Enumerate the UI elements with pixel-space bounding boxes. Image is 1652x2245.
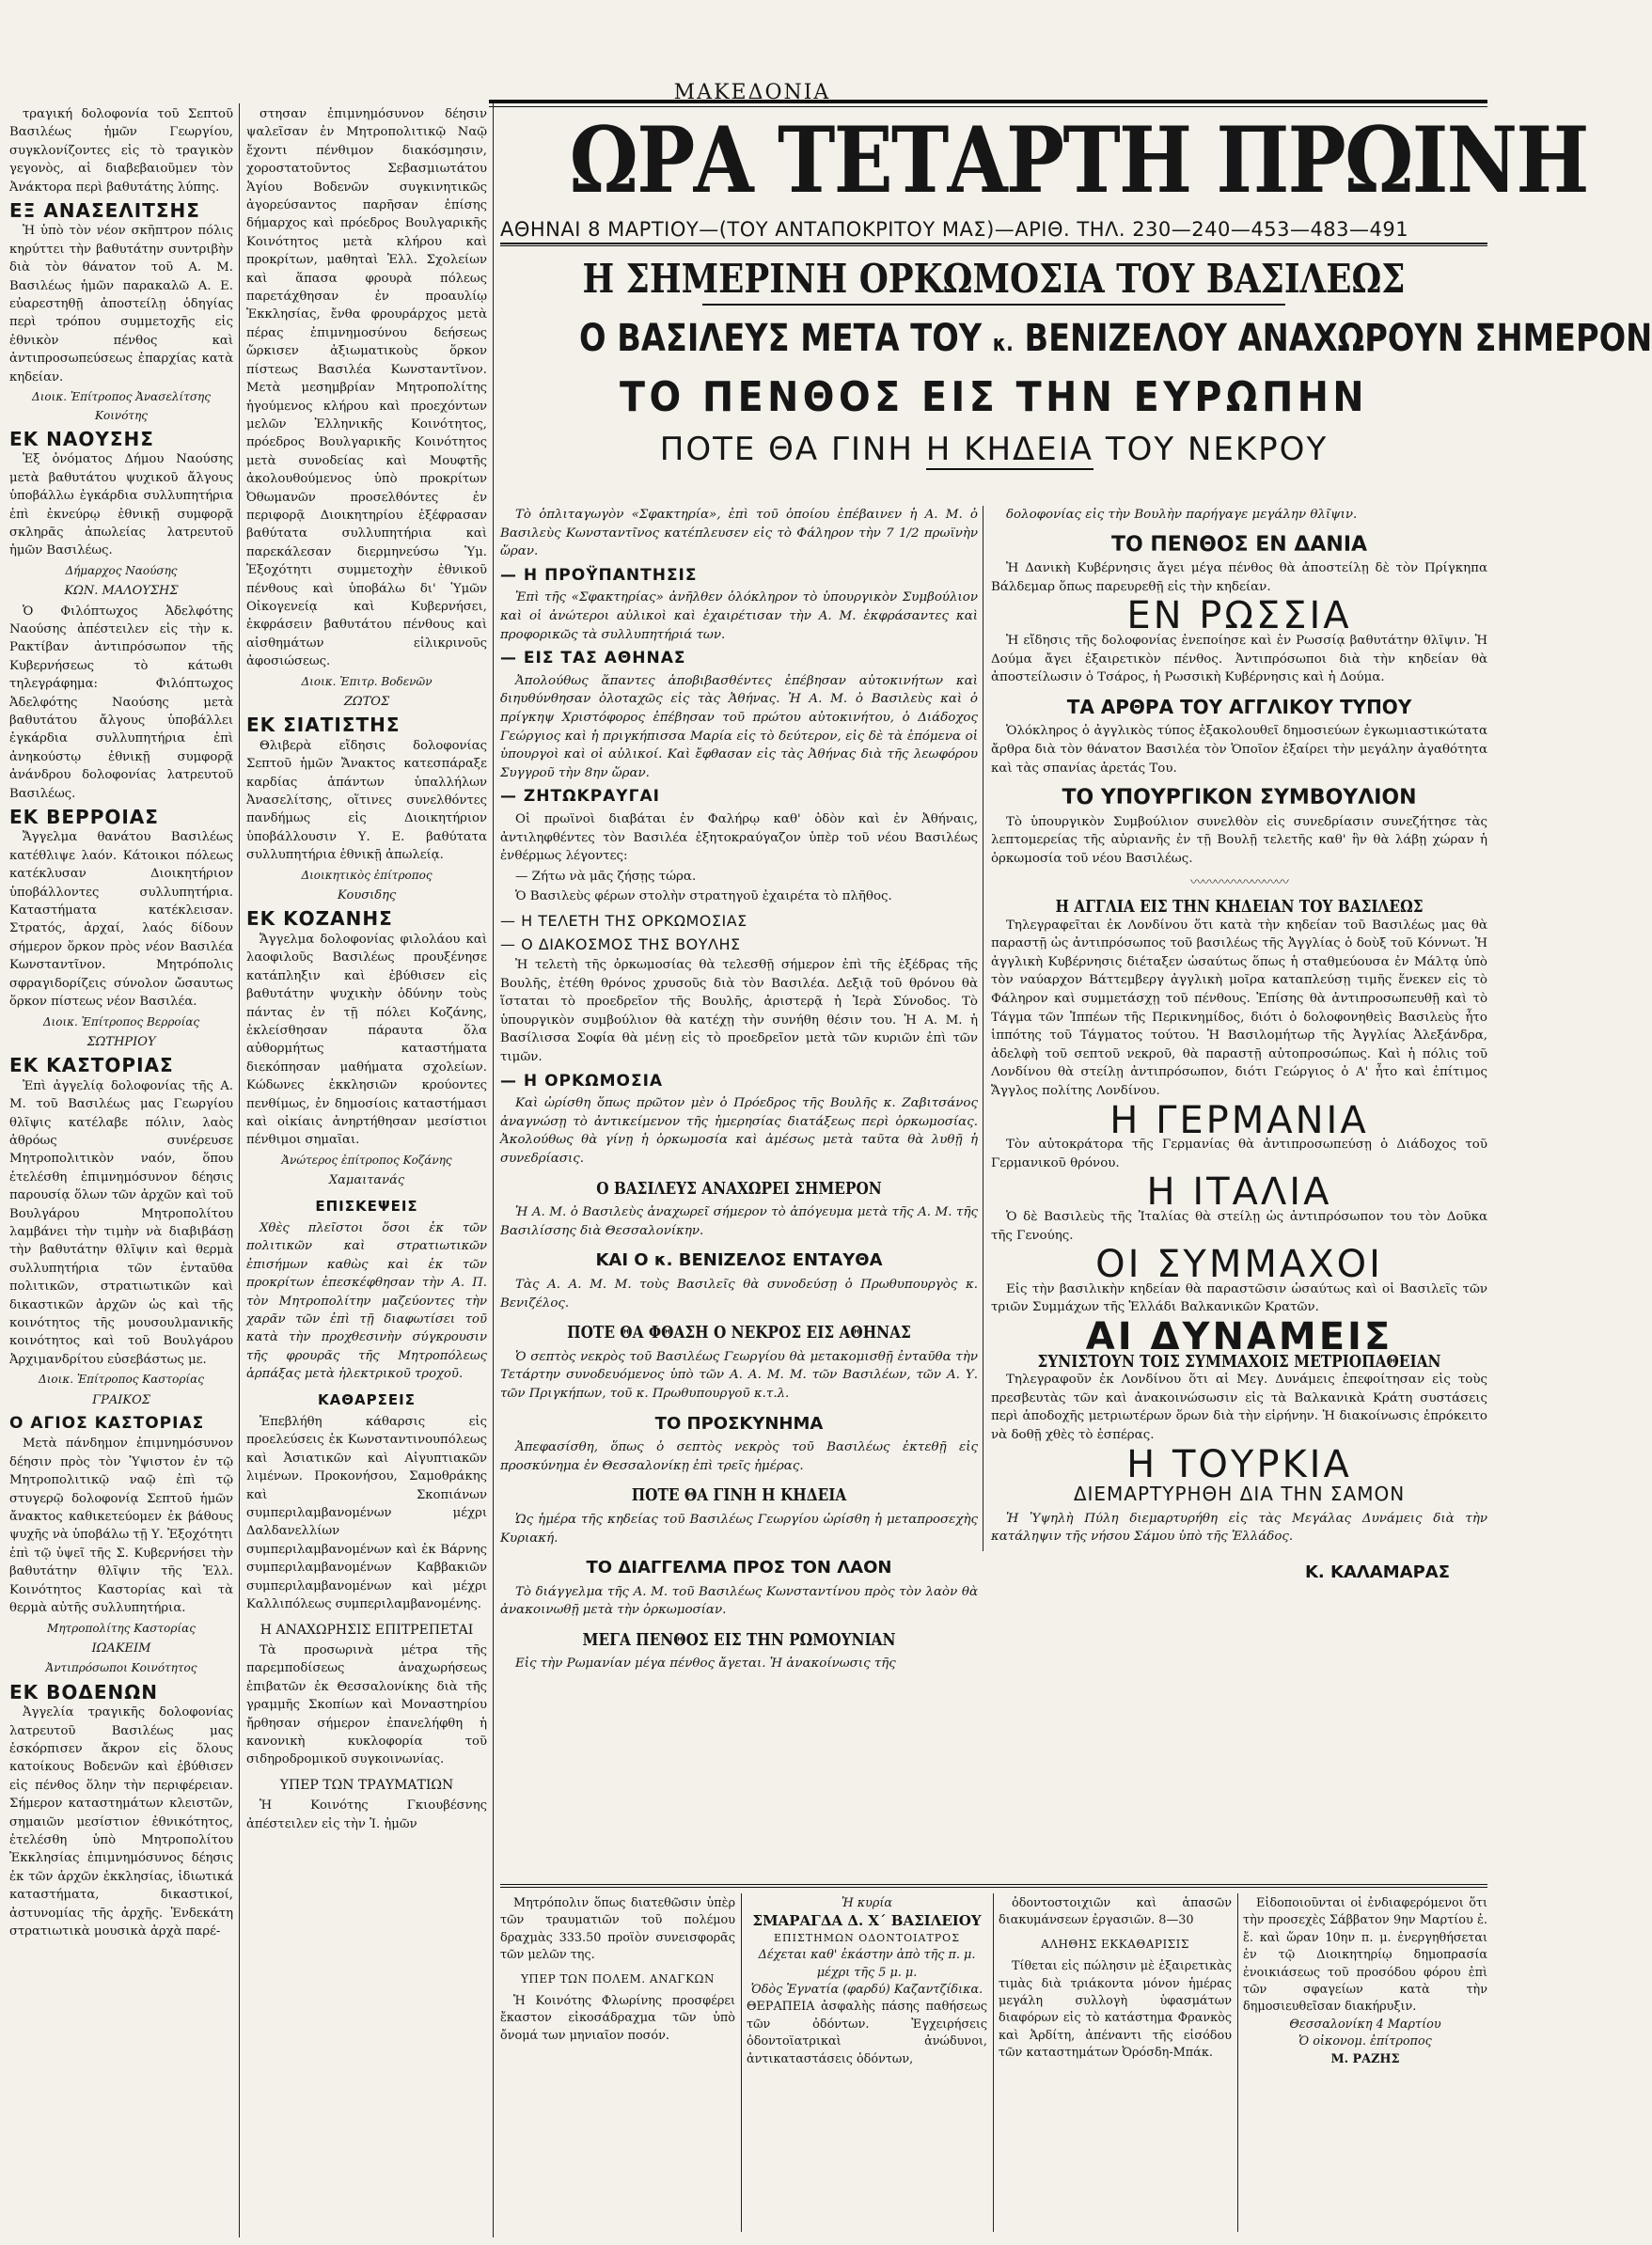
paragraph: Χθὲς πλεῖστοι ὅσοι ἐκ τῶν πολιτικῶν καὶ στρατιωτικῶν ἐπισήμων καθὼς καὶ ἐκ τῶν προκρίτων ἐπεσκέφθησαν τὴν Α. Π. τὸν Μητροπολίτην μαζεύοντες τὴν χαρᾶν τῶν ἐπὶ τῇ διαφωτίσει τοῦ κατὰ τὴν προχθεσινὴν σύγκρουσιν τῆς φρουρᾶς τῆς Μητροπόλεως ἁρπάξας μετὰ ἠλεκτρικοῦ τροχοῦ. [246,1220,487,1382]
paragraph: Τὰ προσωρινὰ μέτρα τῆς παρεμποδίσεως ἀναχωρήσεως ἐπιβατῶν ἐκ Θεσσαλονίκης διὰ τῆς γραμμῆς Σκοπίων καὶ Μοναστηρίου ἤρθησαν σήμερον ἐπανελήφθη ἡ κανονικὴ κυκλοφορία τοῦ σιδηροδρομικοῦ συγκοινωνίας. [246,1642,487,1767]
subheading: ΤΟ ΠΕΝΘΟΣ ΕΝ ΔΑΝΙΑ [1110,532,1368,557]
paragraph: Ἡ Κοινότης Φλωρίνης προσφέρει ἔκαστον εἰκοσάδραχμα τῶν ὑπὸ ὄνομά των μηνιαῖον ποσόν. [500,1994,735,2043]
signer: ΓΡΑΙΚΟΣ [92,1392,150,1407]
subheading: Η ΤΟΥΡΚΙΑ [1126,1442,1352,1486]
subheading: Η ΙΤΑΛΙΑ [1146,1170,1332,1215]
funeral-headline-part: ΠΟΤΕ ΘΑ ΓΙΝΗ [659,431,914,468]
paragraph: Τὸ διάγγελμα τῆς Α. Μ. τοῦ Βασιλέως Κωνσταντίνου πρὸς τὸν λαὸν θὰ ἀνακοινωθῇ μετὰ τὴν ὁρκωμοσίαν. [500,1584,978,1618]
paragraph: Τίθεται εἰς πώλησιν μὲ ἐξαιρετικὰς τιμὰς διὰ τριάκοντα μόνον ἡμέρας μεγάλη συλλογὴ ὑφασμάτων διαφόρων εἰς τὸ κατάστημα Φρανκὸς καὶ Ἀρδίτη, ἀπέναντι τῆς εἰσόδου τῶν καταστημάτων Ὀρόσδη-Μπάκ. [999,1959,1232,2061]
oath-headline: Η ΣΗΜΕΡΙΝΗ ΟΡΚΩΜΟΣΙΑ ΤΟΥ ΒΑΣΙΛΕΩΣ [582,256,1406,302]
column-divider [1237,1893,1238,2232]
paragraph: Ἐξ ὀνόματος Δήμου Ναούσης μετὰ βαθυτάτου ψυχικοῦ ἄλγους ὑποβάλλω ἐγκάρδια συλλυπητήρια ἐπὶ ἐκνεύρῳ ἐθνικῇ συμφορᾷ σκληρᾶς ἀπωλείας λατρευτοῦ ἡμῶν Βασιλέως. [9,452,233,558]
dateline: ΑΘΗΝΑΙ 8 ΜΑΡΤΙΟΥ—(ΤΟΥ ΑΝΤΑΠΟΚΡΙΤΟΥ ΜΑΣ)—ΑΡΙΘ. ΤΗΛ. 230—240—453—483—491 [500,218,1409,241]
subheading: — ΕΙΣ ΤΑΣ ΑΘΗΝΑΣ [500,649,686,668]
paragraph: Ἡ Κοινότης Γκιουβέσνης ἀπέστειλεν εἰς τὴν Ἰ. ἡμῶν [246,1798,487,1831]
subheading: ΕΝ ΡΩΣΣΙΑ [1126,594,1352,638]
paragraph: Μετὰ πάνδημον ἐπιμνημόσυνον δέησιν πρὸς τὸν Ὑψιστον ἐν τῷ Μητροπολιτικῷ ναῷ ἐπὶ τῷ στυγερῷ δολοφονίᾳ Σεπτοῦ ἡμῶν ἄνακτος καθικετεύομεν ἐκ βάθους ψυχῆς νὰ ὑποβάλω τῇ Υ. Ἐξοχότητι ἐπὶ τῷ ὑψεῖ τῆς Σ. Κυβερνήσει τὴν βαθυτάτην θλῖψιν τῆς Ἑλλ. Κοινότητος Καστορίας καὶ τὰ θερμὰ αὐτῆς συλλυπητήρια. [9,1436,233,1616]
section-heading: Η ΑΝΑΧΩΡΗΣΙΣ ΕΠΙΤΡΕΠΕΤΑΙ [260,1622,474,1638]
classified-3 [999,1895,1232,2063]
paragraph: Ἡ Ὑψηλὴ Πύλη διεμαρτυρήθη εἰς τὰς Μεγάλας Δυνάμεις διὰ τὴν κατάληψιν τῆς νήσου Σάμου ὑπὸ τῆς Ἑλλάδος. [991,1511,1487,1545]
paragraph: Ἄγγελμα δολοφονίας φιλολάου καὶ λαοφιλοῦς Βασιλέως προυξένησε κατάπληξιν καὶ ἐβύθισεν εἰς βαθυτάτην ψυχικὴν ὀδύνην τοὺς πάντας ἐν τῇ πόλει Κοζάνης, ἐκλείσθησαν πάραυτα ὅλα αὐθορμήτως καταστήματα διεκόπησαν μαθήματα σχολείων. Κώδωνες ἐκκλησιῶν κρούοντες πενθίμως, ἐν δημοσίοις καταστήμασι καὶ οἰκίαις ἀνηρτήθησαν μεσίστιοι πένθιμοι σημαῖαι. [246,932,487,1148]
paragraph: Ἐπεβλήθη κάθαρσις εἰς προελεύσεις ἐκ Κωνσταντινουπόλεως καὶ Ἀσιατικῶν καὶ Αἰγυπτιακῶν λιμένων. Προκονήσου, Σαμοθράκης καὶ Σκοπιάνων συμπεριλαμβανομένων μέχρι Δαλδανελλίων συμπεριλαμβανομένων καὶ ἐκ Βάρνης συμπεριλαμβανομένων Καββακιῶν συμπεριλαμβανομένων καὶ μέχρι Καλλιπόλεως συμπεριλαμβανομένης. [246,1415,487,1612]
section-heading: ΕΠΙΣΚΕΨΕΙΣ [315,1197,418,1215]
subheading: ΣΥΝΙΣΤΟΥΝ ΤΟΙΣ ΣΥΜΜΑΧΟΙΣ ΜΕΤΡΙΟΠΑΘΕΙΑΝ [1037,1351,1441,1372]
section-heading: ΕΞ ΑΝΑΣΕΛΙΤΣΗΣ [9,199,200,223]
paragraph: Ἀπεφασίσθη, ὅπως ὁ σεπτὸς νεκρὸς τοῦ Βασιλέως ἐκτεθῇ εἰς προσκύνημα ἐν Θεσσαλονίκῃ ἐπὶ τρεῖς ἡμέρας. [500,1440,978,1473]
subheading: ΑΛΗΘΗΣ ΕΚΚΑΘΑΡΙΣΙΣ [1041,1937,1189,1951]
signature: Διοικ. Ἐπιτρ. Βοδενῶν [301,674,433,688]
signature: Διοικ. Ἐπίτροπος Ἀνασελίτσης Κοινότης [32,390,211,422]
subheading: ΠΟΤΕ ΘΑ ΦΘΑΣΗ Ο ΝΕΚΡΟΣ ΕΙΣ ΑΘΗΝΑΣ [567,1323,911,1343]
king-headline-abbrev: κ. [992,330,1014,356]
king-headline [579,317,1652,360]
paragraph: Καὶ ὡρίσθη ὅπως πρῶτον μὲν ὁ Πρόεδρος τῆς Βουλῆς κ. Ζαβιτσάνος ἀναγνώσῃ τὸ ἀντικείμενον τῆς ἡμερησίας διατάξεως περὶ ὁρκωμοσίας. Ἀκολούθως θὰ γίνῃ ἡ ὁρκωμοσία καὶ ἀμέσως μετὰ ταῦτα θὰ λυθῇ ἡ συνεδρίασις. [500,1096,978,1166]
signature: Ἀνώτερος ἐπίτροπος Κοζάνης [281,1153,452,1167]
subheading: ΥΠΕΡ ΤΩΝ ΠΟΛΕΜ. ΑΝΑΓΚΩΝ [520,1971,716,1986]
section-heading: ΕΚ ΣΙΑΤΙΣΤΗΣ [246,714,401,737]
paragraph: — Ζήτω νὰ μᾶς ζήσῃς τώρα. [515,869,697,884]
paragraph: Ἀγγελία τραγικῆς δολοφονίας λατρευτοῦ Βασιλέως μας ἐσκόρπισεν ἄκρον εἰς ὅλους κατοίκους Βοδενῶν καὶ ἐβύθισεν εἰς πένθος ὅλην τὴν περιφέρειαν. Σήμερον καταστημάτων κλειστῶν, σημαιῶν μεσίστιον ἐθνικότητος, ἐτελέσθη ὑπὸ Μητροπολίτου Ἐκκλησίας ἐπιμνημόσυνος δέησις ἐκ τῶν ἀρχῶν ἐκκλησίας, ἰδιωτικά καταστήματα, δικαστικοί, ἀστυνομίας τῆς ἀρχῆς. Ἐνδεκάτη στρατιωτικὰ μουσικὰ ἀρχὰ παρέ- [9,1705,233,1939]
classified-4 [1243,1895,1487,2068]
ad-line: Ἡ κυρία [841,1896,893,1910]
headline-underline [702,304,1285,306]
section-heading: ΕΚ ΒΕΡΡΟΙΑΣ [9,806,159,829]
paragraph: Ὁ Φιλόπτωχος Ἀδελφότης Ναούσης ἀπέστειλεν εἰς τὴν κ. Ρακτίβαν ἀντιπρόσωπον τῆς Κυβερνήσεως τὸ κάτωθι τηλεγράφημα: Φιλόπτωχος Ἀδελφότης Ναούσης μετὰ βαθυτάτου ἄλγους ὑποβάλλει ἐγκάρδια συλλυπητήρια ἐπὶ ἀνηκούστῳ ἐθνικῇ συμφορᾷ ἀνάνδρου δολοφονίας λατρευτοῦ Βασιλέως. [9,604,233,801]
section-heading: ΕΚ ΒΟΔΕΝΩΝ [9,1680,158,1703]
paragraph: Ἡ Δανικὴ Κυβέρνησις ἄγει μέγα πένθος θὰ ἀποστείλῃ δὲ τὸν Πρίγκηπα Βάλδεμαρ ὅπως παρευρεθῇ εἰς τὴν κηδείαν. [991,561,1487,594]
subheading: — Η ΟΡΚΩΜΟΣΙΑ [500,1071,664,1091]
signer: Κουσιδης [337,888,397,903]
column-1 [9,105,233,2236]
signature: Δήμαρχος Ναούσης [65,563,178,577]
paragraph: Τὸν αὐτοκράτορα τῆς Γερμανίας θὰ ἀντιπροσωπεύσῃ ὁ Διάδοχος τοῦ Γερμανικοῦ θρόνου. [991,1138,1487,1170]
subheading: — Η ΤΕΛΕΤΗ ΤΗΣ ΟΡΚΩΜΟΣΙΑΣ [500,911,747,930]
funeral-headline [500,431,1487,468]
paragraph: Ὁλόκληρος ὁ ἀγγλικὸς τύπος ἐξακολουθεῖ δημοσιεύων ἐγκωμιαστικώτατα ἄρθρα διὰ τὸν θάνατον Βασιλέα τὸν Ὁποῖον ἐξαίρει τὴν μεγάλην ἀγαθότητα καὶ τὰς σπανίας ἀρετάς Του. [991,724,1487,776]
paragraph: Οἱ πρωϊνοὶ διαβάται ἐν Φαλήρῳ καθ' ὁδὸν καὶ ἐν Ἀθήναις, ἀντιληφθέντες τὸν Βασιλέα ἐξητοκραύγαζον ὑπὲρ τοῦ νέου Βασιλέως ἐνθέρμως λέγοντες: [500,811,978,864]
paragraph: ὀδοντοστοιχιῶν καὶ ἁπασῶν διακυμάνσεων ἐργασιῶν. 8—30 [999,1896,1232,1928]
paragraph: Ὁ σεπτὸς νεκρὸς τοῦ Βασιλέως Γεωργίου θὰ μετακομισθῇ ἐνταῦθα τὴν Τετάρτην συνοδευόμενος ὑπὸ τῶν Α. Α. Μ. Μ. τῶν Βασιλέων, τῶν Α. Υ. τῶν Πριγκήπων, τοῦ κ. Πρωθυπουργοῦ κ.τ.λ. [500,1349,978,1401]
paragraph: Εἰς τὴν Ρωμανίαν μέγα πένθος ἄγεται. Ἡ ἀνακοίνωσις τῆς [515,1656,896,1672]
paragraph: Θλιβερὰ εἴδησις δολοφονίας Σεπτοῦ ἡμῶν Ἄνακτος κατεσπάραξε καρδίας ἁπάντων ὑπαλλήλων Ἀνασελίτσης, οἵτινες συνελθόντες πανδήμως εἰς Διοικητήριον ὑποβάλλουσιν Υ. Ε. βαθύτατα συλλυπητήρια ἐθνικῇ ἀπωλείᾳ. [246,738,487,863]
paragraph: Ἡ ὑπὸ τὸν νέον σκῆπτρον πόλις κηρύττει τὴν βαθυτάτην συντριβὴν διὰ τὸν θάνατον τοῦ Α. Μ. Βασιλέως ἡμῶν παρακαλῶ Α. Ε. εὐαρεστηθῇ ἀποστείλῃ ὁδηγίας περὶ τρόπου συμμετοχῆς εἰς ἐθνικὸν πένθος καὶ ἀντιπροσωπεύσεως ἐπαρχίας κατὰ κηδείαν. [9,224,233,385]
signer: ΚΩΝ. ΜΑΛΟΥΣΗΣ [64,584,179,599]
classified-dentist-ad [747,1895,987,2068]
paragraph: Ἄγγελμα θανάτου Βασιλέως κατέθλιψε λαόν. Κάτοικοι πόλεως κατέκλυσαν Διοικητήριον ὑποβάλλοντες συλλυπητήρια. Καταστήματα κατέκλεισαν. Στρατός, ἀρχαί, λαός δίδουν σήμερον ὅρκον πρὸς νέον Βασιλέα Κωνσταντῖνον. Μητρόπολις σφραγιδορίζεις σύνολον ὤσαυτως ὅρκον πίστεως νέον Βασιλέα. [9,830,233,1010]
header-rule [489,100,1487,107]
subheading: — Ο ΔΙΑΚΟΣΜΟΣ ΤΗΣ ΒΟΥΛΗΣ [500,935,741,954]
subheading: ΚΑΙ Ο κ. ΒΕΝΙΖΕΛΟΣ ΕΝΤΑΥΘΑ [595,1250,883,1271]
section-heading: ΥΠΕΡ ΤΩΝ ΤΡΑΥΜΑΤΙΩΝ [279,1777,454,1793]
signer: ΖΩΤΟΣ [343,695,390,709]
ad-line: ΘΕΡΑΠΕΙΑ ἀσφαλὴς πάσης παθήσεως τῶν ὀδόντων. Ἐγχειρήσεις ὀδοντοϊατρικαὶ ἀνώδυνοι, ἀντικαταστάσεις ὀδόντων, [747,2000,987,2066]
section-heading: ΕΚ ΚΑΣΤΟΡΙΑΣ [9,1054,174,1077]
running-head: ΜΑΚΕΔΟΝΙΑ [673,81,831,104]
ad-line: Ὁδὸς Ἐγνατία (φαρδύ) Καζαντζίδικα. [750,1983,983,1998]
section-heading: ΕΚ ΚΟΖΑΝΗΣ [246,907,393,931]
paragraph: Ὁ Βασιλεὺς φέρων στολὴν στρατηγοῦ ἐχαιρέτα τὸ πλῆθος. [515,889,892,904]
subheading: Ο ΒΑΣΙΛΕΥΣ ΑΝΑΧΩΡΕΙ ΣΗΜΕΡΟΝ [596,1178,882,1199]
funeral-headline-part: Η ΚΗΔΕΙΑ [925,431,1094,468]
mourning-headline: ΤΟ ΠΕΝΘΟΣ ΕΙΣ ΤΗΝ ΕΥΡΩΠΗΝ [619,373,1368,421]
ad-name: ΣΜΑΡΑΓΔΑ Δ. Χ΄ ΒΑΣΙΛΕΙΟΥ [752,1912,982,1930]
paragraph: Ἡ τελετὴ τῆς ὁρκωμοσίας θὰ τελεσθῇ σήμερον ἐπὶ τῆς ἐξέδρας τῆς Βουλῆς, ἐτέθη θρόνος χρυσοῦς διὰ τὸν Βασιλέα. Δεξιᾷ τοῦ θρόνου θὰ ἵσταται τὸ προεδρεῖον τῆς Βουλῆς, ἀριστερᾷ ἡ Ἱερὰ Σύνοδος. Τὸ ὑπουργικὸν συμβούλιον θὰ κατέχῃ τὴν συνήθη θέσιν του. Ἡ Α. Μ. ἡ Βασίλισσα Σοφία θὰ μένῃ εἰς τὸ προεδρεῖον μετὰ τῶν κυριῶν ἐπὶ τῶν τιμῶν. [500,958,978,1065]
paragraph: στησαν ἐπιμνημόσυνον δέησιν ψαλεῖσαν ἐν Μητροπολιτικῷ Ναῷ ἔχοντι πένθιμον διακόσμησιν, χοροστατοῦντος Σεβασμιωτάτου Ἁγίου Βοδενῶν συγκινητικῶς ἀγορεύσαντος παρῆσαν ἐπίσης δήμαρχος καὶ πρόεδρος Βουλγαρικῆς Κοινότητος μετὰ κλήρου καὶ προκρίτων, μαθηταὶ Ἑλλ. Σχολείων καὶ ἅπασα φρουρὰ πόλεως παρετάχθησαν ἐν προαυλίῳ Ἐκκλησίας, ἔνθα φρουράρχος μετὰ πέρας ἐπιμνημοσύνου δεήσεως ὥρκισεν ἀξιωματικοὺς ὅρκον πίστεως Βασιλέα Κωνσταντῖνον. Μετὰ μεσημβρίαν Μητροπολίτης ἡγούμενος κλήρου καὶ προεχόντων μελῶν Ἑλληνικῆς Κοινότητος, πρόεδρος Βουλγαρικῆς Κοινότητος μετὰ συνοδείας καὶ Μουφτῆς ἀκολουθούμενος ὑπὸ προκρίτων Ὀθωμανῶν προσελθόντες ἐν περιφορᾷ Διοικητηρίου ἐξέφρασαν βαθύτατα συλλυπητήρια καὶ παρεκάλεσαν διερμηνεύσω Ὑμ. Ἐξοχότητι συμμετοχὴν ἐθνικοῦ πένθους καὶ ὑποβάλω δι' Ὑμῶν Οἰκογενείᾳ καὶ Κυβερνήσει, ἐκφράσειν βαθυτάτου πένθους καὶ αἰσθημάτων εἰλικρινοῦς ἀφοσιώσεως. [246,107,487,669]
column-divider [741,1893,742,2232]
banner-headline: ΩΡΑ ΤΕΤΑΡΤΗ ΠΡΩΙΝΗ [569,107,1588,213]
paragraph: Εἰδοποιοῦνται οἱ ἐνδιαφερόμενοι ὅτι τὴν προσεχὲς Σάββατον 9ην Μαρτίου ἐ. ἔ. καὶ ὥραν 10ην π. μ. ἐνεργηθήσεται ἐν τῷ Διοικητηρίῳ δημοπρασία ἐνοικιάσεως τοῦ προσόδου φόρου ἐπὶ τῶν σφαγείων κατὰ τὴν δημοσιευθεῖσαν διακήρυξιν. [1243,1896,1487,2015]
subheading: — Η ΠΡΟΫΠΑΝΤΗΣΙΣ [500,565,698,585]
signer: ΣΩΤΗΡΙΟΥ [87,1034,156,1049]
subheading: ΟΙ ΣΥΜΜΑΧΟΙ [1095,1243,1383,1287]
subheading: ΠΟΤΕ ΘΑ ΓΙΝΗ Η ΚΗΔΕΙΑ [631,1485,847,1506]
column-divider [993,1893,994,2232]
dateline-rule [500,243,1487,246]
king-headline-part: Ο ΒΑΣΙΛΕΥΣ ΜΕΤΑ ΤΟΥ [579,317,983,360]
subheading: ΜΕΓΑ ΠΕΝΘΟΣ ΕΙΣ ΤΗΝ ΡΩΜΟΥΝΙΑΝ [582,1629,896,1650]
subheading: ΑΙ ΔΥΝΑΜΕΙΣ [1085,1314,1393,1358]
paragraph: Τηλεγραφεῖται ἐκ Λονδίνου ὅτι κατὰ τὴν κηδείαν τοῦ Βασιλέως μας θὰ παραστῇ ὡς ἀντιπρόσωπος τοῦ βασιλέως τῆς Ἀγγλίας ὁ δοὺξ τοῦ Κόννωτ. Ἡ ἀγγλικὴ Κυβέρνησις διέταξεν ὡσαύτως ὅπως ἡ σταθμεύουσα ἐν Μάλτᾳ ὑπὸ τὸν ναύαρχον Βάττεμβεργ ἀγγλικὴ μοῖρα καταπλεύσῃ τιμῆς ἕνεκεν εἰς τὸ Φάληρον καὶ συμμετάσχῃ τοῦ πένθους. Ἐπίσης θὰ ἀντιπροσωπευθῇ καὶ τὸ Τάγμα τῶν Ἱππέων τῆς Περικνημίδος, διότι ὁ δολοφονηθεὶς Βασιλεὺς ἦτο ἱππότης τοῦ Τάγματος τούτου. Ἡ Βασιλομήτωρ τῆς Ἀγγλίας Ἀλεξάνδρα, ἀδελφὴ τοῦ σεπτοῦ νεκροῦ, θὰ παραστῇ αὐτοπροσώπως. Καὶ ἡ πόλις τοῦ Λονδίνου θὰ στείλῃ ἀντιπρόσωπον, διότι Γεώργιος ὁ Α' ἦτο καὶ ἐπίτιμος Ἄγγλος πολίτης Λονδίνου. [991,918,1487,1099]
paragraph: Τὸ ὑπουργικὸν Συμβούλιον συνελθὸν εἰς συνεδρίασιν συνεζήτησε τὰς λεπτομερείας τῆς αὐριανῆς ἐν τῇ Βουλῇ τελετῆς καθ' ἣν θὰ λάβῃ χώραν ἡ ὁρκωμοσία τοῦ νέου Βασιλέως. [991,814,1487,866]
story-left [500,506,978,1675]
column-2 [246,105,487,2236]
subheading: ΤΟ ΔΙΑΓΓΕΛΜΑ ΠΡΟΣ ΤΟΝ ΛΑΟΝ [586,1558,892,1578]
subheading: ΔΙΕΜΑΡΤΥΡΗΘΗ ΔΙΑ ΤΗΝ ΣΑΜΟΝ [1073,1483,1406,1506]
column-divider [239,103,240,2237]
classified-1 [500,1895,735,2045]
paragraph: Εἰς τὴν βασιλικὴν κηδείαν θὰ παραστῶσιν ὡσαύτως καὶ οἱ Βασιλεῖς τῶν τριῶν Συμμάχων τῆς Ἑλλάδι Βαλκανικῶν Κρατῶν. [991,1281,1487,1315]
paragraph: Μητρόπολιν ὅπως διατεθῶσιν ὑπὲρ τῶν τραυματιῶν τοῦ πολέμου δραχμὰς 333.50 προϊὸν συνεισφορᾶς τῶν μελῶν της. [500,1896,735,1963]
paragraph: Ἡ εἴδησις τῆς δολοφονίας ἐνεποίησε καὶ ἐν Ρωσσίᾳ βαθυτάτην θλῖψιν. Ἡ Δούμα ἄγει ἐξαιρετικὸν πένθος. Ἀντιπρόσωποι διὰ τὴν κηδείαν θὰ ἀποστείλωσιν ὁ Τσάρος, ἡ Ρωσσικὴ Κυβέρνησις καὶ ἡ Δούμα. [991,633,1487,685]
section-heading: ΕΚ ΝΑΟΥΣΗΣ [9,427,154,450]
paragraph: Ἀπολούθως ἅπαντες ἀποβιβασθέντες ἐπέβησαν αὐτοκινήτων καὶ διηυθύνθησαν ὁλοταχῶς εἰς τὰς Ἀθήνας. Ἡ Α. Μ. ὁ Βασιλεὺς καὶ ὁ πρίγκηψ Χριστόφορος ἐπέβησαν τοῦ πρώτου αὐτοκινήτου, ὁ Διάδοχος Γεώργιος καὶ ἡ πριγκήπισσα Μαρία εἰς τὸ δεύτερον, εἰς δὲ τὰ ἑπόμενα οἱ ὑπουργοὶ καὶ οἱ αὐλικοί. Καὶ ἔφθασαν εἰς τὰς Ἀθήνας διὰ τῆς λεωφόρου Συγγροῦ τὴν 8ην ὥραν. [500,673,978,780]
funeral-headline-part: ΤΟΥ ΝΕΚΡΟΥ [1105,431,1329,468]
ad-profession: ΕΠΙΣΤΗΜΩΝ ΟΔΟΝΤΟΙΑΤΡΟΣ [774,1931,960,1944]
signer: Μ. ΡΑΖΗΣ [1330,2051,1400,2066]
subheading: ΤΑ ΑΡΘΡΑ ΤΟΥ ΑΓΓΛΙΚΟΥ ΤΥΠΟΥ [1066,695,1412,718]
paragraph: δολοφονίας εἰς τὴν Βουλὴν παρήγαγε μεγάλην θλῖψιν. [1006,508,1358,522]
ornament-divider: 〰〰〰〰〰〰〰〰 [1190,874,1288,890]
signature: Ἀντιπρόσωποι Κοινότητος [45,1661,197,1675]
signer: ΙΩΑΚΕΙΜ [91,1641,151,1656]
subheading: ΤΟ ΥΠΟΥΡΓΙΚΟΝ ΣΥΜΒΟΥΛΙΟΝ [1062,786,1417,810]
ad-line: Δέχεται καθ' ἑκάστην ἀπὸ τῆς π. μ. μέχρι τῆς 5 μ. μ. [758,1948,976,1980]
paragraph: Ὁ δὲ Βασιλεὺς τῆς Ἰταλίας θὰ στείλῃ ὡς ἀντιπρόσωπον του τὸν Δοῦκα τῆς Γενούης. [991,1210,1487,1243]
story-right [991,506,1487,1582]
subheading: ΤΟ ΠΡΟΣΚΥΝΗΜΑ [654,1413,824,1434]
section-heading: ΚΑΘΑΡΣΕΙΣ [318,1390,416,1408]
paragraph: Ὡς ἡμέρα τῆς κηδείας τοῦ Βασιλέως Γεωργίου ὡρίσθη ἡ μεταπροσεχὴς Κυριακή. [500,1512,978,1546]
paragraph: Ἐπὶ τῆς «Σφακτηρίας» ἀνῆλθεν ὁλόκληρον τὸ ὑπουργικὸν Συμβούλιον καὶ οἱ ἀνώτεροι αὐλικοὶ καὶ ἐχαιρέτισαν τὴν Α. Μ. ἐκφράσαντες καὶ προφορικῶς τὰ συλλυπητήριά των. [500,590,978,642]
signature: Θεσσαλονίκη 4 Μαρτίου [1289,2017,1441,2032]
paragraph: Ἡ Α. Μ. ὁ Βασιλεὺς ἀναχωρεῖ σήμερον τὸ ἀπόγευμα μετὰ τῆς Α. Μ. τῆς Βασιλίσσης διὰ Θεσσαλονίκην. [500,1205,978,1238]
signature: Διοικητικὸς ἐπίτροπος [301,868,433,882]
paragraph: Τηλεγραφοῦν ἐκ Λονδίνου ὅτι αἱ Μεγ. Δυνάμεις ἐπεφοίτησαν εἰς τοὺς πρεσβευτὰς τῶν καὶ ἀνακοινώσωσιν εἰς τὰ Βαλκανικὰ Κράτη συστάσεις περὶ ἀποδοχῆς μετριωτέρων ὅρων διὰ τὴν εἰρήνην. Ἡ διακοίνωσις ἐπρόκειτο νὰ δοθῇ χθὲς τὸ ἑσπέρας. [991,1373,1487,1442]
signature: Μητροπολίτης Καστορίας [47,1621,196,1635]
section-heading: Ο ΑΓΙΟΣ ΚΑΣΤΟΡΙΑΣ [9,1414,205,1434]
classifieds-strip [500,1884,1487,2234]
paragraph: τραγική δολοφονία τοῦ Σεπτοῦ Βασιλέως ἡμῶν Γεωργίου, συγκλονίζοντες εἰς τὸ τραγικὸν γεγονὸς, αἱ διαβεβαιοῦμεν τὸν Ἀνάκτορα περὶ βαθυτάτης λύπης. [9,107,233,195]
signer: Χαμαιτανάς [328,1173,405,1188]
subheading: Η ΓΕΡΜΑΝΙΑ [1109,1098,1369,1142]
paragraph: Τὰς Α. Α. Μ. Μ. τοὺς Βασιλεῖς θὰ συνοδεύσῃ ὁ Πρωθυπουργὸς κ. Βενιζέλος. [500,1277,978,1311]
subheading: — ΖΗΤΩΚΡΑΥΓΑΙ [500,787,660,807]
paragraph: Τὸ ὁπλιταγωγὸν «Σφακτηρία», ἐπὶ τοῦ ὁποίου ἐπέβαινεν ἡ Α. Μ. ὁ Βασιλεὺς Κωνσταντῖνος κατέπλευσεν εἰς τὸ Φάληρον τὴν 7 1/2 πρωϊνὴν ὥραν. [500,508,978,559]
byline: Κ. ΚΑΛΑΜΑΡΑΣ [1304,1562,1450,1582]
signature: Ὁ οἰκονομ. ἐπίτροπος [1298,2034,1432,2049]
king-headline-part: ΒΕΝΙΖΕΛΟΥ ΑΝΑΧΩΡΟΥΝ ΣΗΜΕΡΟΝ [1024,317,1652,360]
subheading: Η ΑΓΓΛΙΑ ΕΙΣ ΤΗΝ ΚΗΔΕΙΑΝ ΤΟΥ ΒΑΣΙΛΕΩΣ [1055,897,1424,918]
column-divider [493,103,494,2237]
main-area [500,107,1652,1672]
paragraph: Ἐπὶ ἀγγελίᾳ δολοφονίας τῆς Α. Μ. τοῦ Βασιλέως μας Γεωργίου θλῖψις κατέλαβε πόλιν, λαὸς ἀθρόως συνέρευσε Μητροπολιτικὸν ναόν, ὅπου ἐτελέσθη ἐπιμνημόσυνον δέησις παρουσίᾳ ὅλων τῶν ἀρχῶν καὶ τοῦ Βουλγάρου Μητροπολίτου λαμβάνει τὴν τιμὴν νὰ διαβιβάσῃ τὴν βαθυτάτην θλῖψιν καὶ θερμὰ συλλυπητήρια τῶν ἐνταῦθα πολιτικῶν, στρατιωτικῶν καὶ δικαστικῶν ἀρχῶν ὡς καὶ τῆς κοινότητος τῆς μουσουλμανικῆς κοινότητος καὶ τοῦ Βουλγάρου Ἀρχιμανδρίτου εὐσεβάστως με. [9,1078,233,1367]
signature: Διοικ. Ἐπίτροπος Βερροίας [42,1014,200,1028]
signature: Διοικ. Ἐπίτροπος Καστορίας [39,1373,204,1387]
